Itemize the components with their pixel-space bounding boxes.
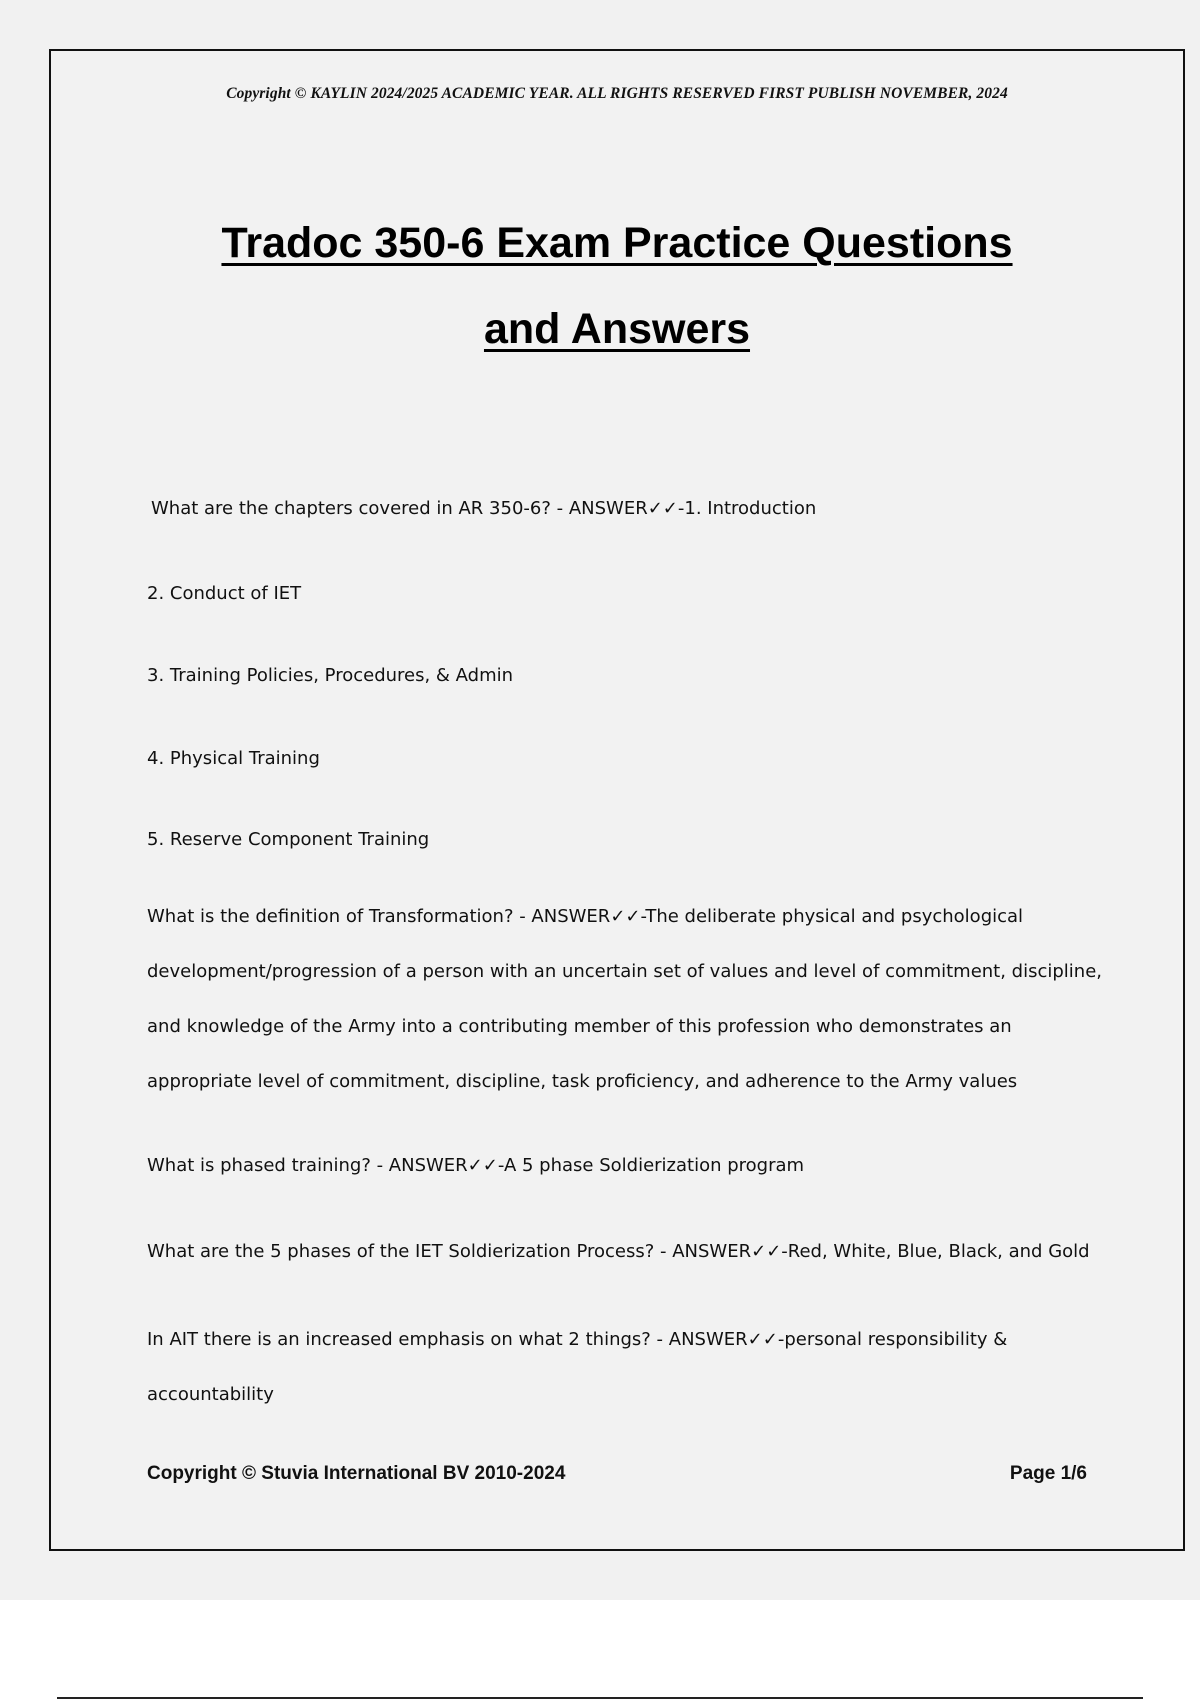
question-chapters: What are the chapters covered in AR 350-6? - ANSWER✓✓-1. Introduction [151,498,817,519]
list-item-chapter-5: 5. Reserve Component Training [147,829,430,850]
list-item-chapter-3: 3. Training Policies, Procedures, & Admin [147,665,514,686]
question-phased-training: What is phased training? - ANSWER✓✓-A 5 phase Soldierization program [147,1155,805,1176]
list-item-chapter-4: 4. Physical Training [147,748,320,769]
document-page [49,49,1185,1551]
header-copyright: Copyright © KAYLIN 2024/2025 ACADEMIC YEAR. ALL RIGHTS RESERVED FIRST PUBLISH NOVEMBER, 2024 [226,85,1008,102]
question-iet-phases: What are the 5 phases of the IET Soldierization Process? - ANSWER✓✓-Red, White, Blue, Black, and Gold [147,1241,1090,1262]
page-title-line-1: Tradoc 350-6 Exam Practice Questions [221,219,1013,267]
question-transformation: What is the definition of Transformation? - ANSWER✓✓-The deliberate physical and psychological development/progression of a person with an uncertain set of values and level of commitment, discipline, and knowledge of the Army into a contributing member of this profession who demonstrates an appropriate level of commitment, discipline, task proficiency, and adherence to the Army values [147,906,1103,1092]
page-title-line-2: and Answers [483,305,751,353]
question-ait-emphasis: In AIT there is an increased emphasis on what 2 things? - ANSWER✓✓-personal responsibility & accountability [147,1329,1008,1405]
list-item-chapter-2: 2. Conduct of IET [147,583,302,604]
page-number: Page 1/6 [1009,1463,1087,1484]
footer-copyright: Copyright © Stuvia International BV 2010-2024 [147,1463,566,1484]
next-page-divider [57,1697,1143,1699]
